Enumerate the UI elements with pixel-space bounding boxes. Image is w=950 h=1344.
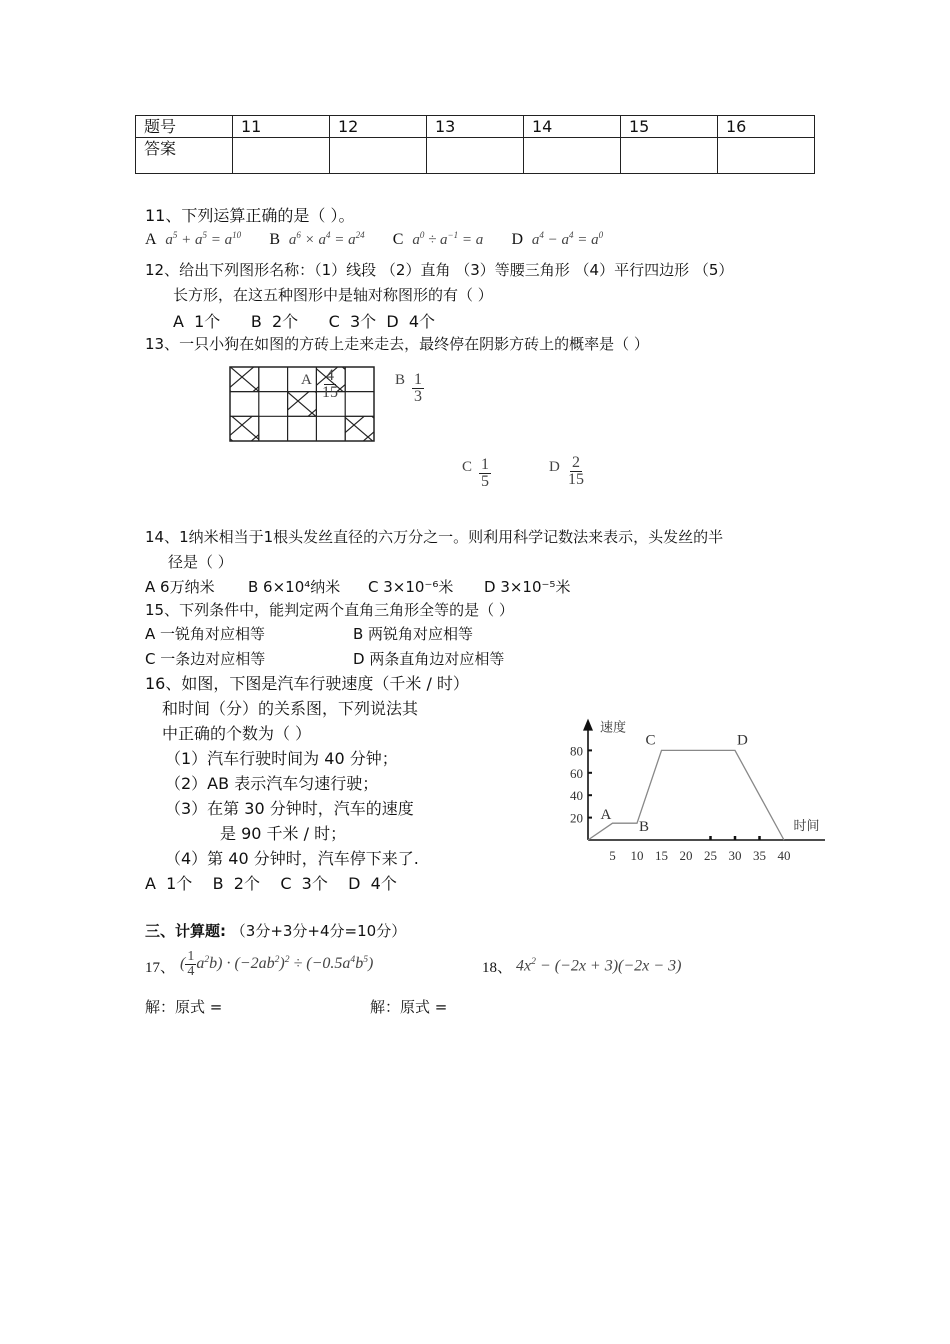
y-tick-label: 20 (570, 810, 583, 826)
section-3-heading (145, 920, 406, 941)
q11-d-label: D (511, 231, 523, 248)
answer-cell[interactable] (621, 138, 718, 174)
q14-stem-2: 径是（ ） (168, 553, 233, 571)
q15-opt-d: D 两条直角边对应相等 (353, 650, 505, 668)
y-axis-arrow (583, 719, 593, 731)
y-tick-label: 40 (570, 788, 583, 804)
point-label-d: D (737, 732, 748, 749)
q13-d-label: D (549, 459, 560, 475)
shaded-tile (288, 392, 317, 417)
q12-stem-1: 12、给出下列图形名称：（1）线段 （2）直角 （3）等腰三角形 （4）平行四边形 （5） (145, 261, 734, 279)
point-label-a: A (600, 807, 612, 824)
q16-statement-2: （2）AB 表示汽车匀速行驶； (165, 774, 379, 793)
y-tick-label: 60 (570, 765, 583, 781)
x-tick-label: 35 (753, 848, 766, 863)
q16-options: A 1个 B 2个 C 3个 D 4个 (145, 874, 397, 893)
row-label-answer: 答案 (136, 138, 233, 174)
q13-b-fraction: $\frac{1}{3}$ (414, 371, 422, 405)
q14-opt-a: A 6万纳米 (145, 578, 215, 596)
answer-col-11: 11 (233, 116, 330, 138)
shaded-tile (345, 416, 374, 441)
q11-options (145, 229, 603, 249)
q16-statement-1: （1）汽车行驶时间为 40 分钟； (165, 749, 398, 768)
answer-cell[interactable] (330, 138, 427, 174)
q14-opt-c: C 3×10⁻⁶米 (368, 578, 454, 596)
shaded-tile (230, 367, 259, 392)
answer-table (135, 115, 815, 174)
x-tick-label: 20 (679, 848, 693, 863)
answer-cell[interactable] (233, 138, 330, 174)
q18-answer: 解：原式 = (370, 998, 448, 1016)
q13-a-label: A (301, 372, 312, 388)
q16-statement-3b: 是 90 千米 / 时； (220, 824, 347, 843)
x-tick-label: 30 (728, 848, 742, 863)
q16-line-1: 16、如图，下图是汽车行驶速度（千米 / 时） (145, 674, 469, 693)
q11-a-label: A (145, 231, 157, 248)
q11-stem: 11、下列运算正确的是（ ）。 (145, 206, 355, 225)
q11-a-expr: $a^5 + a^5 = a^{10}$ (161, 230, 242, 248)
q15-opt-c: C 一条边对应相等 (145, 650, 266, 668)
q11-d-expr: $a^4 - a^4 = a^0$ (528, 230, 604, 248)
q13-c-fraction: $\frac{1}{5}$ (481, 456, 489, 490)
q11-c-label: C (392, 231, 404, 248)
section-3-points: （3分+3分+4分=10分） (230, 922, 407, 940)
x-tick-label: 25 (704, 848, 717, 863)
q15-opt-b: B 两锐角对应相等 (353, 625, 474, 643)
answer-cell[interactable] (524, 138, 621, 174)
y-tick-label: 80 (570, 743, 583, 759)
x-tick-label: 15 (655, 848, 668, 863)
q13-b-label: B (395, 372, 406, 388)
q12-stem-2: 长方形，在这五种图形中是轴对称图形的有（ ） (173, 286, 493, 304)
section-3-title: 三、计算题: (145, 922, 226, 940)
answer-col-12: 12 (330, 116, 427, 138)
q13-a-fraction: $\frac{4}{15}$ (322, 367, 338, 401)
x-tick-label: 5 (609, 848, 616, 863)
point-label-c: C (645, 732, 656, 749)
q16-statement-4: （4）第 40 分钟时，汽车停下来了. (165, 849, 419, 868)
speed-line (588, 750, 784, 840)
q18-expression: $4x^2 - (-2x + 3)(-2x - 3)$ (516, 956, 682, 975)
answer-cell[interactable] (427, 138, 524, 174)
answer-col-15: 15 (621, 116, 718, 138)
q14-stem-1: 14、1纳米相当于1根头发丝直径的六万分之一。则利用科学记数法来表示，头发丝的半 (145, 528, 724, 546)
x-tick-label: 40 (777, 848, 791, 863)
q13-c-label: C (462, 459, 473, 475)
q13-d-fraction: $\frac{2}{15}$ (568, 454, 584, 488)
speed-time-chart (555, 680, 825, 865)
row-label-number: 题号 (136, 116, 233, 138)
q16-line-3: 中正确的个数为（ ） (162, 724, 312, 743)
q18-label: 18、 (482, 960, 513, 976)
q15-stem: 15、下列条件中，能判定两个直角三角形全等的是（ ） (145, 601, 514, 619)
q16-statement-3: （3）在第 30 分钟时，汽车的速度 (165, 799, 414, 818)
answer-col-14: 14 (524, 116, 621, 138)
answer-col-13: 13 (427, 116, 524, 138)
q16-line-2: 和时间（分）的关系图，下列说法其 (162, 699, 419, 718)
q14-opt-b: B 6×10⁴纳米 (248, 578, 341, 596)
q11-b-label: B (269, 231, 281, 248)
shaded-tile (230, 416, 259, 441)
answer-cell[interactable] (718, 138, 815, 174)
x-axis-label: 时间 (793, 819, 820, 834)
q14-opt-d: D 3×10⁻⁵米 (484, 578, 571, 596)
x-tick-label: 10 (630, 848, 644, 863)
q13-stem: 13、一只小狗在如图的方砖上走来走去，最终停在阴影方砖上的概率是（ ） (145, 335, 649, 353)
q17-expression: ( $\frac{1}{4}$ $a^2b) \cdot (-2ab^2)^2 \div (-0.5a^4b^5)$ (180, 949, 374, 979)
q11-b-expr: $a^6 \times a^4 = a^{24}$ (285, 230, 365, 248)
y-axis-label: 速度 (600, 720, 627, 736)
q17-answer: 解：原式 = (145, 998, 223, 1016)
point-label-b: B (639, 819, 650, 836)
q12-options: A 1个 B 2个 C 3个 D 4个 (173, 312, 436, 331)
q15-opt-a: A 一锐角对应相等 (145, 625, 266, 643)
q11-c-expr: $a^0 \div a^{-1} = a$ (408, 230, 484, 248)
answer-col-16: 16 (718, 116, 815, 138)
q17-label: 17、 (145, 960, 176, 976)
